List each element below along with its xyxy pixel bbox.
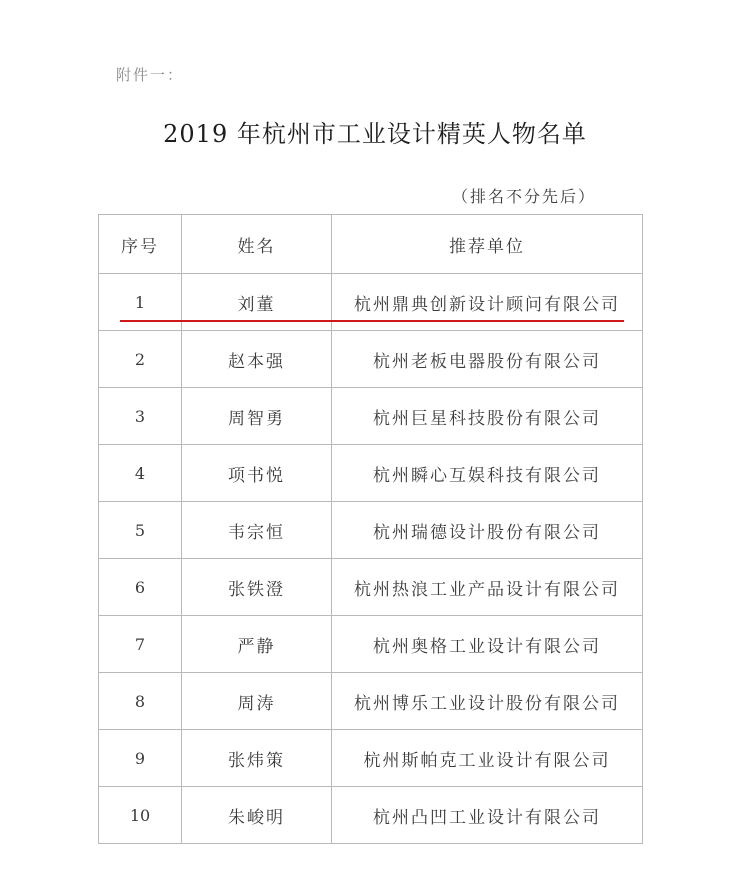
row-number: 6: [99, 559, 182, 616]
row-number: 2: [99, 331, 182, 388]
table-row: [99, 502, 643, 559]
row-name: 周涛: [182, 673, 332, 730]
row-number: 1: [99, 274, 182, 331]
row-name: 严静: [182, 616, 332, 673]
row-name: 项书悦: [182, 445, 332, 502]
row-name: 张炜策: [182, 730, 332, 787]
row-name: 周智勇: [182, 388, 332, 445]
row-unit: 杭州奥格工业设计有限公司: [332, 616, 643, 673]
header-name: 姓名: [182, 215, 332, 274]
row-name: 张铁澄: [182, 559, 332, 616]
row-number: 8: [99, 673, 182, 730]
row-name: 韦宗恒: [182, 502, 332, 559]
row-unit: 杭州老板电器股份有限公司: [332, 331, 643, 388]
attachment-label: 附件一：: [116, 66, 185, 84]
row-number: 3: [99, 388, 182, 445]
row-unit: 杭州瑞德设计股份有限公司: [332, 502, 643, 559]
table-row: [99, 673, 643, 730]
row-number: 10: [99, 787, 182, 844]
row-unit: 杭州热浪工业产品设计有限公司: [332, 559, 643, 616]
row-number: 9: [99, 730, 182, 787]
row-unit: 杭州博乐工业设计股份有限公司: [332, 673, 643, 730]
table-row: [99, 730, 643, 787]
table-row: [99, 559, 643, 616]
header-recommending-unit: 推荐单位: [332, 215, 643, 274]
row-number: 5: [99, 502, 182, 559]
header-serial-number: 序号: [99, 215, 182, 274]
red-underline-highlight: [120, 320, 624, 322]
row-name: 朱峻明: [182, 787, 332, 844]
row-number: 7: [99, 616, 182, 673]
table-row: [99, 787, 643, 844]
row-name: 赵本强: [182, 331, 332, 388]
row-unit: 杭州斯帕克工业设计有限公司: [332, 730, 643, 787]
elite-list-table: [98, 214, 643, 844]
ranking-note: （排名不分先后）: [452, 187, 597, 206]
table-row: [99, 616, 643, 673]
table-row: [99, 445, 643, 502]
row-number: 4: [99, 445, 182, 502]
row-name: 刘董: [182, 274, 332, 331]
row-unit: 杭州凸凹工业设计有限公司: [332, 787, 643, 844]
table-row: [99, 388, 643, 445]
page-title: 2019 年杭州市工业设计精英人物名单: [163, 120, 587, 148]
table-row: [99, 331, 643, 388]
row-unit: 杭州瞬心互娱科技有限公司: [332, 445, 643, 502]
row-unit: 杭州鼎典创新设计顾问有限公司: [332, 274, 643, 331]
row-unit: 杭州巨星科技股份有限公司: [332, 388, 643, 445]
table-header-row: [99, 215, 643, 274]
